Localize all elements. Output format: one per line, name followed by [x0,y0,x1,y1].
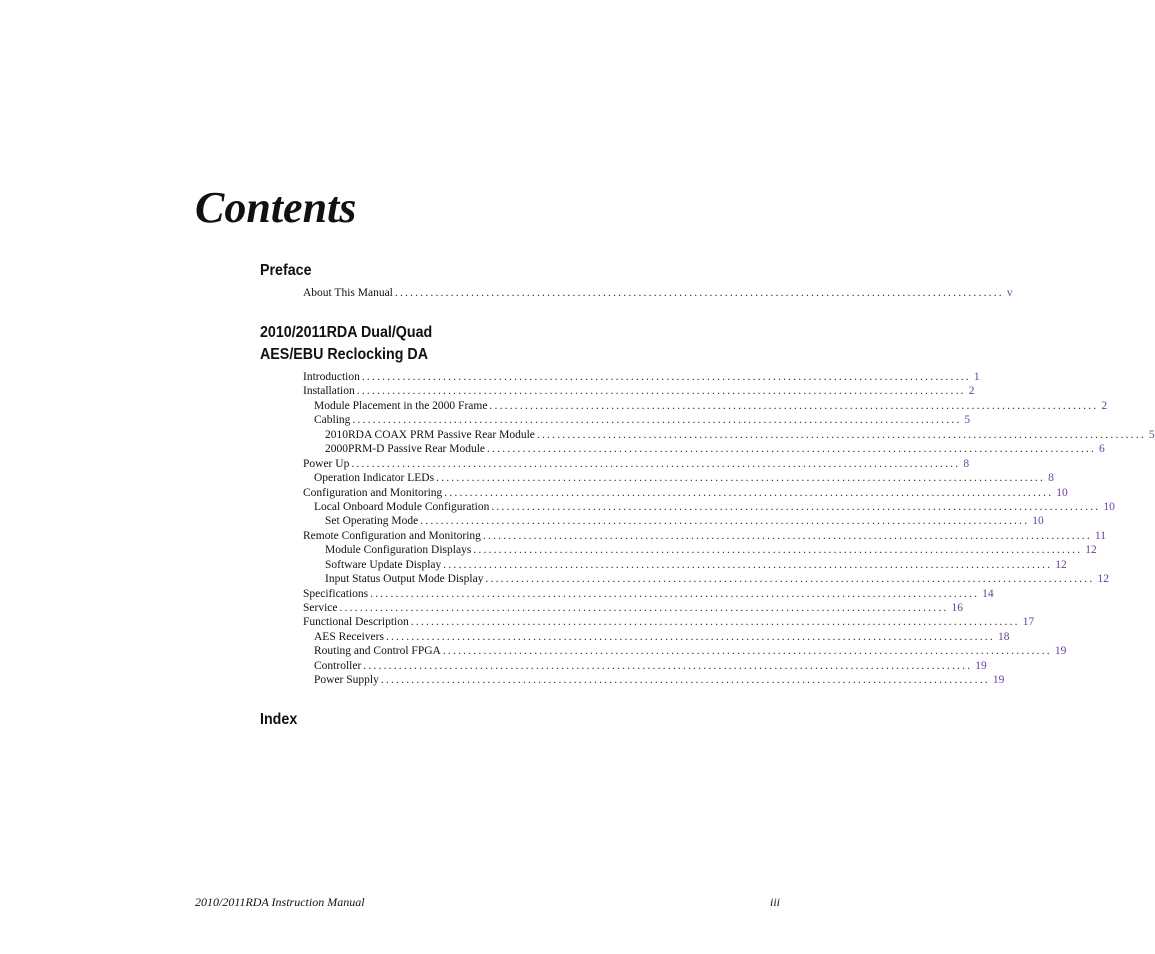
toc-entry[interactable] [303,370,980,384]
toc-entry[interactable] [303,384,975,398]
toc-entry-label: Installation [303,385,355,398]
toc-entry[interactable] [303,587,994,601]
toc-dot-leader: ........................................................................................................................ [351,457,961,470]
toc-entry-label: Cabling [314,414,351,427]
toc-dot-leader: ........................................................................................................................ [536,428,1146,441]
toc-dot-leader: ........................................................................................................................ [485,573,1095,586]
toc-entry-label: Set Operating Mode [325,515,419,528]
toc-entry[interactable] [303,471,1054,485]
section-heading-line: 2010/2011RDA Dual/Quad [260,324,433,341]
toc-dot-leader: ........................................................................................................................ [385,630,995,643]
section-heading-line: Preface [260,262,312,279]
toc-entry-label: Remote Configuration and Monitoring [303,529,481,542]
toc-dot-leader: ........................................................................................................................ [436,472,1046,485]
toc-entry-label: About This Manual [303,287,393,299]
toc-entry-label: Introduction [303,371,360,383]
page-title: Contents [195,183,357,232]
toc-entry[interactable] [303,615,1035,629]
toc-page-link[interactable]: 12 [1055,558,1067,571]
toc-dot-leader: ........................................................................................................................ [410,616,1020,629]
toc-dot-leader: ........................................................................................................................ [361,371,971,383]
toc-page-link[interactable]: 19 [1054,645,1067,658]
toc-page-link[interactable]: 17 [1022,616,1035,629]
toc-entry[interactable] [303,644,1067,658]
toc-dot-leader: ........................................................................................................................ [442,645,1052,658]
toc-page-link[interactable]: 14 [982,587,994,600]
toc-list-preface [303,286,1013,300]
toc-page-link[interactable]: 16 [951,602,963,614]
toc-entry-label: AES Receivers [314,630,384,643]
section-heading-2010-2011rda[interactable] [260,322,432,366]
toc-page-link[interactable]: 12 [1097,573,1109,586]
toc-page-link[interactable]: 8 [1048,472,1054,485]
toc-dot-leader: ........................................................................................................................ [473,544,1083,557]
toc-entry[interactable] [303,601,963,615]
toc-entry[interactable] [303,500,1115,514]
toc-dot-leader: ........................................................................................................................ [444,486,1054,499]
toc-entry-label: Power Supply [314,674,379,687]
toc-entry[interactable] [303,630,1010,644]
toc-dot-leader: ........................................................................................................................ [489,399,1099,412]
toc-dot-leader: ........................................................................................................................ [380,674,990,687]
footer-page-number: iii [769,895,780,909]
toc-entry[interactable] [303,659,987,673]
toc-dot-leader: ........................................................................................................................ [356,385,966,398]
toc-page-link[interactable]: v [1006,287,1013,299]
toc-entry[interactable] [303,399,1108,413]
toc-dot-leader: ........................................................................................................................ [363,659,973,672]
section-heading-line: AES/EBU Reclocking DA [260,346,429,363]
toc-page-link[interactable]: 19 [975,659,987,672]
toc-page-link[interactable]: 8 [963,457,970,470]
section-heading-line: Index [260,711,298,728]
toc-entry[interactable] [303,486,1068,500]
toc-dot-leader: ........................................................................................................................ [420,515,1030,528]
toc-dot-leader: ........................................................................................................................ [491,500,1101,513]
toc-page-link[interactable]: 6 [1099,443,1105,456]
toc-dot-leader: ........................................................................................................................ [482,529,1092,542]
toc-entry[interactable] [303,286,1013,300]
toc-entry[interactable] [303,514,1044,528]
toc-dot-leader: ........................................................................................................................ [352,414,962,427]
toc-page-link[interactable]: 2 [968,385,975,398]
section-heading-index[interactable] [260,709,297,731]
toc-dot-leader: ........................................................................................................................ [339,602,949,614]
toc-entry[interactable] [303,529,1106,543]
toc-page-link[interactable]: 10 [1103,500,1115,513]
toc-dot-leader: ........................................................................................................................ [443,558,1053,571]
toc-page-link[interactable]: 10 [1032,515,1044,528]
toc-entry[interactable] [303,543,1097,557]
toc-entry-label: Operation Indicator LEDs [314,472,435,485]
toc-page-link[interactable]: 19 [992,674,1005,687]
toc-entry-label: Module Configuration Displays [325,544,472,557]
toc-entry[interactable] [303,428,1155,442]
toc-entry-label: Specifications [303,587,369,600]
toc-entry[interactable] [303,442,1105,456]
toc-entry-label: Input Status Output Mode Display [325,573,484,586]
footer-manual-title: 2010/2011RDA Instruction Manual [195,895,365,909]
toc-entry-label: Routing and Control FPGA [314,645,441,658]
toc-entry-label: 2000PRM-D Passive Rear Module [325,443,486,456]
toc-page-link[interactable]: 10 [1056,486,1068,499]
toc-entry[interactable] [303,558,1067,572]
toc-entry-label: Software Update Display [325,558,442,571]
toc-entry-label: Functional Description [303,616,409,629]
toc-entry-label: Power Up [303,457,350,470]
toc-entry[interactable] [303,413,971,427]
toc-page-link[interactable]: 12 [1085,544,1097,557]
toc-entry-label: Controller [314,659,362,672]
toc-page-link[interactable]: 5 [964,414,971,427]
toc-entry[interactable] [303,572,1109,586]
toc-entry-label: Service [303,602,338,614]
toc-dot-leader: ........................................................................................................................ [370,587,980,600]
toc-page-link[interactable]: 18 [997,630,1010,643]
toc-page-link[interactable]: 1 [973,371,980,383]
toc-entry[interactable] [303,673,1005,687]
toc-dot-leader: ........................................................................................................................ [487,443,1097,456]
toc-page-link[interactable]: 2 [1101,399,1108,412]
toc-page-link[interactable]: 5 [1148,428,1155,441]
section-heading-preface[interactable] [260,260,312,282]
toc-dot-leader: ........................................................................................................................ [394,287,1004,299]
toc-page-link[interactable]: 11 [1094,529,1106,542]
toc-entry-label: 2010RDA COAX PRM Passive Rear Module [325,428,535,441]
toc-entry-label: Configuration and Monitoring [303,486,443,499]
toc-list-main [303,370,1155,688]
toc-entry[interactable] [303,457,970,471]
toc-entry-label: Local Onboard Module Configuration [314,500,490,513]
toc-entry-label: Module Placement in the 2000 Frame [314,399,488,412]
